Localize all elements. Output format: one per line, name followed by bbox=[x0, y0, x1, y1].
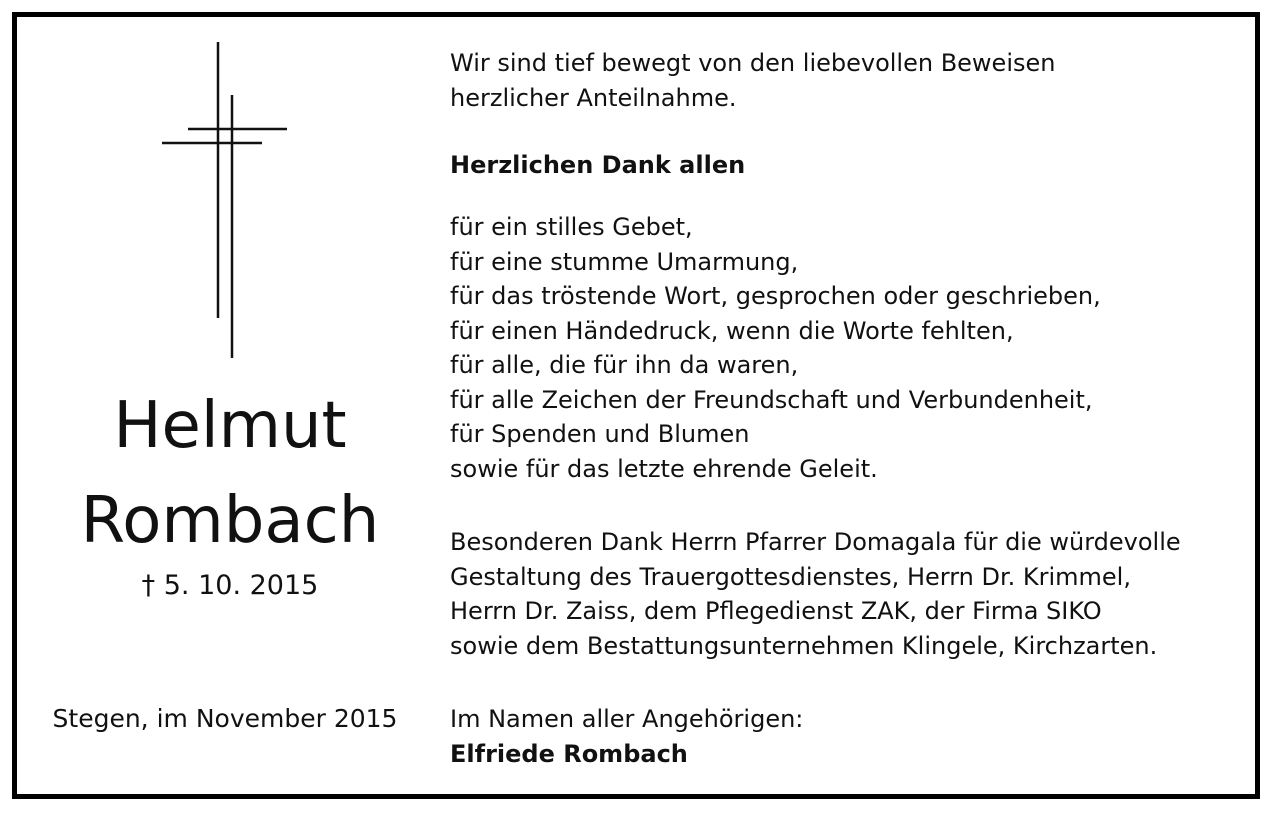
intro-line: Wir sind tief bewegt von den liebevollen Beweisen bbox=[450, 49, 1056, 77]
list-item: für alle Zeichen der Freundschaft und Verbundenheit, bbox=[450, 385, 1093, 414]
signer-name: Elfriede Rombach bbox=[450, 739, 688, 768]
special-thanks-line: sowie dem Bestattungsunternehmen Klingele, Kirchzarten. bbox=[450, 631, 1158, 660]
cross-icon bbox=[150, 30, 290, 360]
list-item: für eine stumme Umarmung, bbox=[450, 247, 799, 276]
closing-line: Im Namen aller Angehörigen: bbox=[450, 705, 804, 733]
list-item: für Spenden und Blumen bbox=[450, 420, 750, 448]
thanks-list bbox=[450, 210, 1240, 486]
intro-text bbox=[450, 46, 1240, 115]
list-item: sowie für das letzte ehrende Geleit. bbox=[450, 454, 878, 483]
list-item: für alle, die für ihn da waren, bbox=[450, 351, 799, 379]
place-date: Stegen, im November 2015 bbox=[52, 704, 398, 733]
special-thanks-line: Herrn Dr. Zaiss, dem Pflegedienst ZAK, der Firma SIKO bbox=[450, 597, 1102, 625]
list-item: für einen Händedruck, wenn die Worte fehlten, bbox=[450, 316, 1014, 345]
closing-block bbox=[450, 702, 1240, 771]
intro-line: herzlicher Anteilnahme. bbox=[450, 83, 737, 112]
heading-text: Herzlichen Dank allen bbox=[450, 151, 746, 179]
special-thanks-line: Besonderen Dank Herrn Pfarrer Domagala für die würdevolle bbox=[450, 528, 1181, 556]
special-thanks bbox=[450, 525, 1240, 663]
death-date: † 5. 10. 2015 bbox=[141, 570, 319, 601]
deceased-last-name: Rombach bbox=[80, 484, 380, 558]
deceased-first-name: Helmut bbox=[113, 389, 347, 463]
list-item: für das tröstende Wort, gesprochen oder geschrieben, bbox=[450, 282, 1101, 310]
special-thanks-line: Gestaltung des Trauergottesdienstes, Herrn Dr. Krimmel, bbox=[450, 562, 1131, 591]
thanks-heading bbox=[450, 148, 1240, 183]
list-item: für ein stilles Gebet, bbox=[450, 213, 693, 241]
